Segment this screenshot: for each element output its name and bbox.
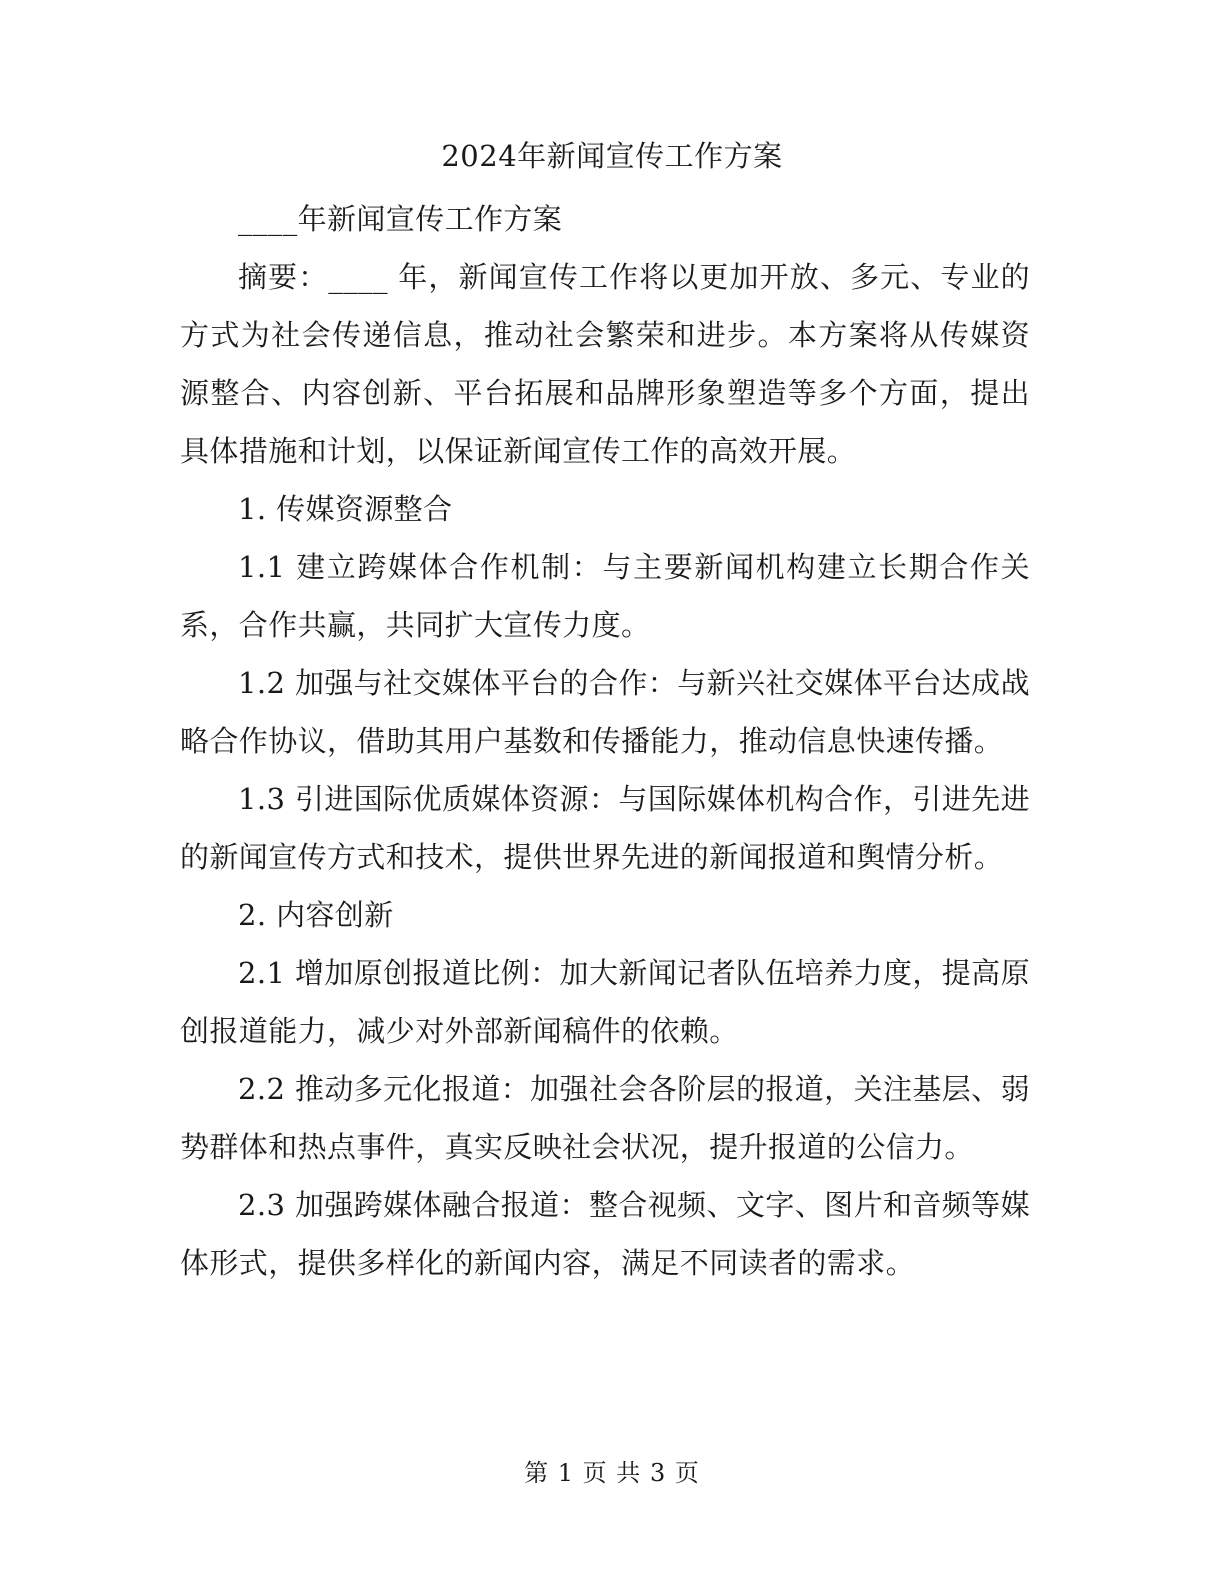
section-heading-2: 2. 内容创新 [238,898,394,932]
document-body [180,190,1030,1292]
item-1-2: 1.2 加强与社交媒体平台的合作：与新兴社交媒体平台达成战略合作协议，借助其用户基数和传播能力，推动信息快速传播。 [180,666,1030,758]
item-2-3: 2.3 加强跨媒体融合报道：整合视频、文字、图片和音频等媒体形式，提供多样化的新闻内容，满足不同读者的需求。 [180,1188,1030,1280]
item-1-3: 1.3 引进国际优质媒体资源：与国际媒体机构合作，引进先进的新闻宣传方式和技术，提供世界先进的新闻报道和舆情分析。 [180,782,1030,874]
item-1-1: 1.1 建立跨媒体合作机制：与主要新闻机构建立长期合作关系，合作共赢，共同扩大宣传力度。 [180,550,1030,642]
item-2-2: 2.2 推动多元化报道：加强社会各阶层的报道，关注基层、弱势群体和热点事件，真实反映社会状况，提升报道的公信力。 [180,1072,1030,1164]
document-title: 2024年新闻宣传工作方案 [441,139,783,173]
page-footer: 第 1 页 共 3 页 [524,1459,700,1487]
subtitle-paragraph: ____年新闻宣传工作方案 [238,202,563,236]
section-heading-1: 1. 传媒资源整合 [238,492,453,526]
abstract-paragraph: 摘要：____ 年，新闻宣传工作将以更加开放、多元、专业的方式为社会传递信息，推动社会繁荣和进步。本方案将从传媒资源整合、内容创新、平台拓展和品牌形象塑造等多个方面，提出具体措施和计划，以保证新闻宣传工作的高效开展。 [180,260,1030,468]
item-2-1: 2.1 增加原创报道比例：加大新闻记者队伍培养力度，提高原创报道能力，减少对外部新闻稿件的依赖。 [180,956,1030,1048]
